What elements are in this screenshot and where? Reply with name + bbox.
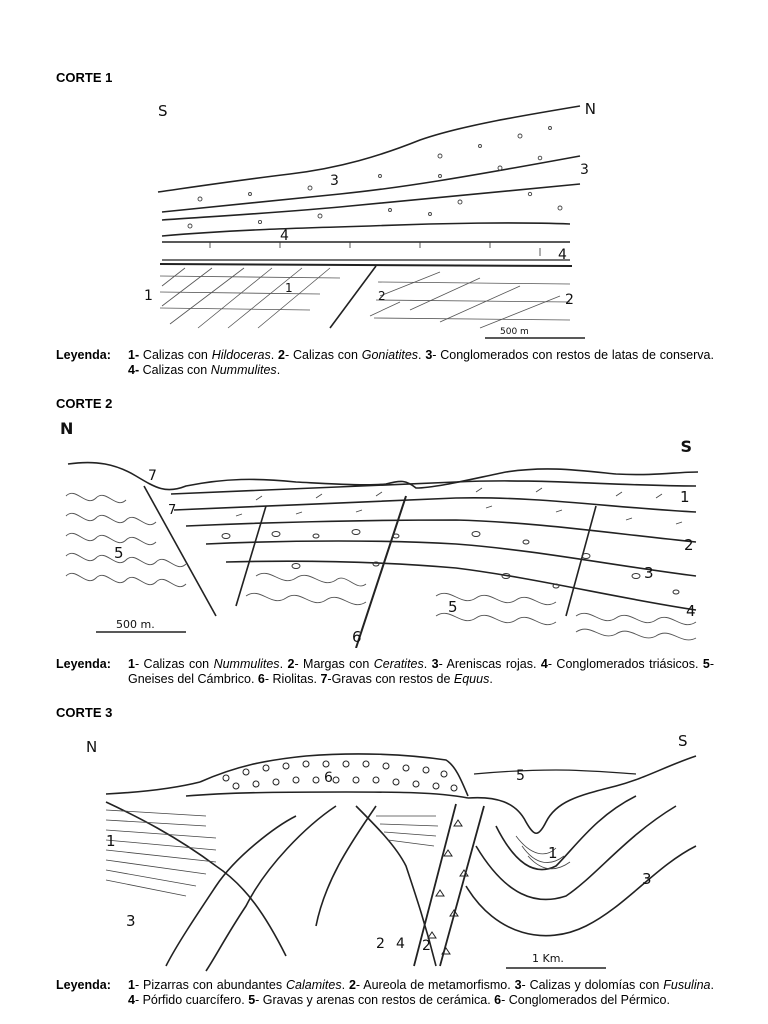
corte1-title: CORTE 1 [56,70,113,85]
corte3-title: CORTE 3 [56,705,113,720]
corte2-label-3: 3 [644,564,654,582]
corte3-label-4: 4 [396,936,405,952]
corte1-legend-label: Leyenda: [56,348,111,362]
corte1-label-2b: 2 [565,292,574,308]
corte1-label-4b: 4 [558,247,567,263]
corte3-label-5: 5 [516,768,525,784]
corte2-orientation-right: S [680,437,692,456]
corte1-label-3b: 3 [580,162,589,178]
corte1-orientation-left: S [158,102,168,120]
corte3-label-3a: 3 [126,912,136,930]
corte3-label-1b: 1 [548,844,558,862]
corte1-label-2a: 2 [378,289,386,303]
corte2-label-4: 4 [686,602,696,620]
corte2-legend-text: 1- Calizas con Nummulites. 2- Margas con Ceratites. 3- Areniscas rojas. 4- Conglomerados triásicos. 5- Gneises del Cámbrico. 6- Riolitas. 7-Gravas con restos de Equus. [128,657,714,686]
corte1-scale-label: 500 m [500,327,529,337]
corte2-label-2: 2 [684,536,694,554]
corte1-legend [56,348,714,378]
corte1-label-3a: 3 [330,173,339,189]
corte2-label-6: 6 [352,628,362,646]
corte3-legend [56,978,714,1008]
corte1-label-4a: 4 [280,228,289,244]
corte3-scale-label: 1 Km. [532,952,564,965]
corte3-label-2b: 2 [422,938,431,954]
corte2-legend [56,657,714,687]
corte2-legend-label: Leyenda: [56,657,111,671]
corte3-cross-section [76,726,706,974]
corte2-label-1: 1 [680,488,690,506]
corte2-label-5b: 5 [448,598,458,616]
corte2-scale-label: 500 m. [116,618,155,631]
corte3-orientation-left: N [86,738,98,756]
corte1-orientation-right: N [584,100,596,118]
corte1-label-1a: 1 [144,288,153,304]
corte3-label-3b: 3 [642,870,652,888]
corte1-label-1b: 1 [285,281,293,295]
corte2-label-7b: 7 [168,503,177,518]
corte1-legend-text: 1- Calizas con Hildoceras. 2- Calizas con Goniatites. 3- Conglomerados con restos de latas de conserva. 4- Calizas con Nummulites. [128,348,714,377]
corte2-label-5a: 5 [114,544,124,562]
corte3-label-2a: 2 [376,936,385,952]
corte3-label-1a: 1 [106,832,116,850]
corte3-label-6: 6 [324,770,333,786]
corte3-orientation-right: S [678,732,688,750]
corte3-legend-label: Leyenda: [56,978,111,992]
corte2-title: CORTE 2 [56,396,113,411]
corte3-legend-text: 1- Pizarras con abundantes Calamites. 2- Aureola de metamorfismo. 3- Calizas y dolomías con Fusulina. 4- Pórfido cuarcífero. 5- Gravas y arenas con restos de cerámica. 6- Conglomerados del Pérmico. [128,978,714,1007]
corte2-orientation-left: N [60,419,74,438]
corte2-cross-section [56,416,706,648]
corte1-cross-section [140,96,600,346]
corte2-label-7a: 7 [148,468,157,484]
